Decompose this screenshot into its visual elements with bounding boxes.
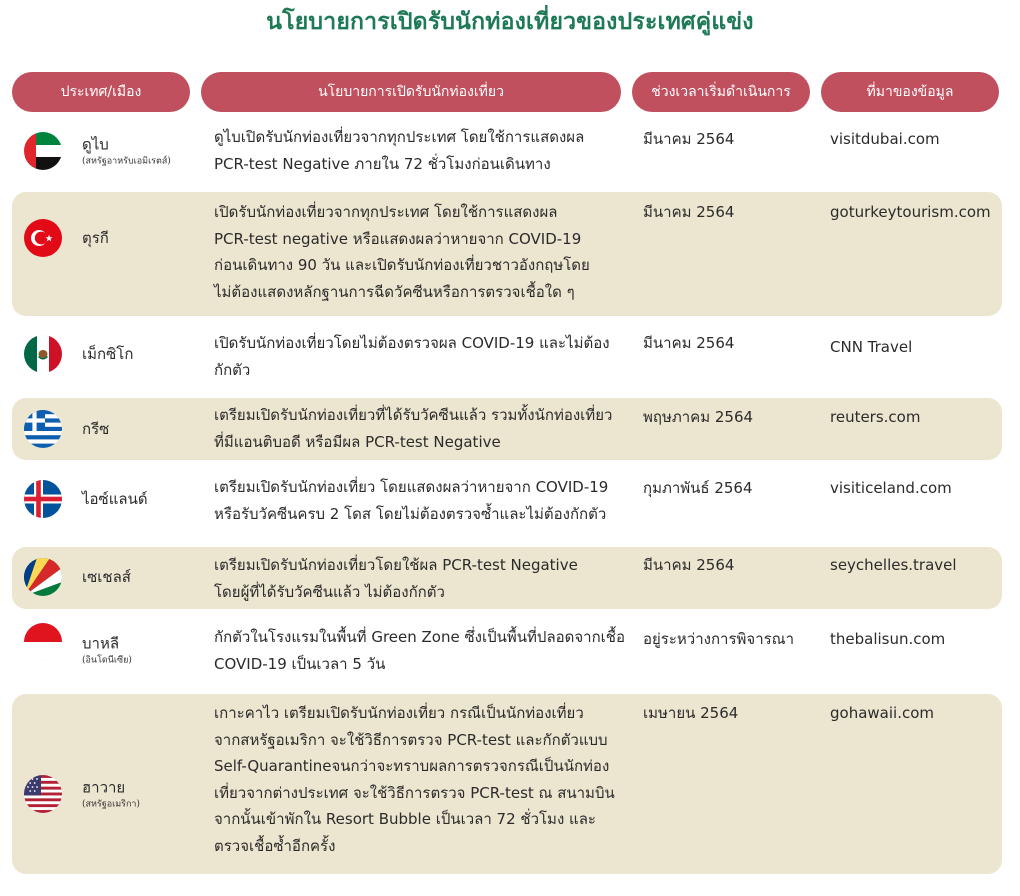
- policy-text: เปิดรับนักท่องเที่ยวโดยไม่ต้องตรวจผล COVID-19 และไม่ต้อง กักตัว: [214, 334, 610, 379]
- source-text: visitdubai.com: [830, 130, 940, 148]
- table-row-turkey: [12, 192, 1002, 316]
- uae-flag-icon: [24, 132, 62, 170]
- header-policy: นโยบายการเปิดรับนักท่องเที่ยว: [201, 72, 621, 112]
- country-subname: (อินโดนีเซีย): [82, 655, 132, 666]
- policy-text: เกาะคาไว เตรียมเปิดรับนักท่องเที่ยว กรณีเป็นนักท่องเที่ยว จากสหรัฐอเมริกา จะใช้วิธีการตรวจ PCR-test และกักตัวแบบ Self-Quarantineจนกว่าจะทราบผลการตรวจกรณีเป็นนักท่อง เที่ยวจากต่างประเทศ จะใช้วิธีการตรวจ PCR-test ณ สนามบิน จากนั้นเข้าพักใน Resort Bubble เป็นเวลา 72 ชั่วโมง และ ตรวจเชื้อซ้ำอีกครั้ง: [214, 704, 615, 855]
- table-row-hawaii: [12, 694, 1002, 874]
- policy-text: เตรียมเปิดรับนักท่องเที่ยวที่ได้รับวัคซีนแล้ว รวมทั้งนักท่องเที่ยว ที่มีแอนติบอดี หรือมีผล PCR-test Negative: [214, 406, 613, 451]
- table-row-bali: [12, 618, 1002, 686]
- country-name: ดูไบ: [82, 135, 109, 154]
- greece-flag-icon: [24, 410, 62, 448]
- country-name: เม็กซิโก: [82, 345, 134, 363]
- source-text: thebalisun.com: [830, 630, 946, 648]
- period-text: มีนาคม 2564: [643, 203, 735, 221]
- indonesia-flag-icon: [24, 623, 62, 661]
- table-row-greece: [12, 398, 1002, 460]
- header-period: ช่วงเวลาเริ่มดำเนินการ: [632, 72, 810, 112]
- source-text: reuters.com: [830, 408, 921, 426]
- period-text: มีนาคม 2564: [643, 130, 735, 148]
- period-text: มีนาคม 2564: [643, 556, 735, 574]
- table-row-seychelles: [12, 547, 1002, 609]
- seychelles-flag-icon: [24, 558, 62, 596]
- source-text: seychelles.travel: [830, 556, 957, 574]
- usa-flag-icon: [24, 775, 62, 813]
- source-text: gohawaii.com: [830, 704, 934, 722]
- table-row-dubai: [12, 118, 1002, 184]
- country-name: บาหลี: [82, 634, 120, 653]
- country-subname: (สหรัฐอาหรับเอมิเรตส์): [82, 156, 171, 167]
- table-row-mexico: [12, 324, 1002, 392]
- period-text: เมษายน 2564: [643, 704, 739, 722]
- period-text: มีนาคม 2564: [643, 334, 735, 352]
- country-name: ไอซ์แลนด์: [82, 490, 148, 508]
- country-subname: (สหรัฐอเมริกา): [82, 799, 140, 810]
- source-text: visiticeland.com: [830, 479, 952, 497]
- policy-text: ดูไบเปิดรับนักท่องเที่ยวจากทุกประเทศ โดยใช้การแสดงผล PCR-test Negative ภายใน 72 ชั่วโมงก่อนเดินทาง: [214, 128, 585, 173]
- country-name: กรีซ: [82, 420, 110, 438]
- policy-text: เปิดรับนักท่องเที่ยวจากทุกประเทศ โดยใช้การแสดงผล PCR-test negative หรือแสดงผลว่าหายจาก COVID-19 ก่อนเดินทาง 90 วัน และเปิดรับนักท่องเที่ยวชาวอังกฤษโดย ไม่ต้องแสดงหลักฐานการฉีดวัคซีนหรือการตรวจเชื้อใด ๆ: [214, 203, 590, 301]
- period-text: พฤษภาคม 2564: [643, 408, 754, 426]
- policy-text: กักตัวในโรงแรมในพื้นที่ Green Zone ซึ่งเป็นพื้นที่ปลอดจากเชื้อ COVID-19 เป็นเวลา 5 วัน: [214, 628, 625, 673]
- country-name: เซเชลส์: [82, 568, 131, 586]
- header-source: ที่มาของข้อมูล: [821, 72, 999, 112]
- header-country: ประเทศ/เมือง: [12, 72, 190, 112]
- table-row-iceland: [12, 468, 1002, 536]
- mexico-flag-icon: [24, 335, 62, 373]
- iceland-flag-icon: [24, 480, 62, 518]
- country-name: ตุรกี: [82, 229, 109, 247]
- country-name: ฮาวาย: [82, 778, 126, 797]
- source-text: goturkeytourism.com: [830, 203, 991, 221]
- source-text: CNN Travel: [830, 338, 913, 356]
- period-text: อยู่ระหว่างการพิจารณา: [643, 630, 795, 648]
- turkey-flag-icon: [24, 219, 62, 257]
- page-title: นโยบายการเปิดรับนักท่องเที่ยวของประเทศคู่แข่ง: [266, 9, 754, 35]
- policy-text: เตรียมเปิดรับนักท่องเที่ยวโดยใช้ผล PCR-test Negative โดยผู้ที่ได้รับวัคซีนแล้ว ไม่ต้องกักตัว: [214, 556, 578, 601]
- policy-text: เตรียมเปิดรับนักท่องเที่ยว โดยแสดงผลว่าหายจาก COVID-19 หรือรับวัคซีนครบ 2 โดส โดยไม่ต้องตรวจซ้ำและไม่ต้องกักตัว: [214, 478, 609, 523]
- period-text: กุมภาพันธ์ 2564: [643, 479, 753, 497]
